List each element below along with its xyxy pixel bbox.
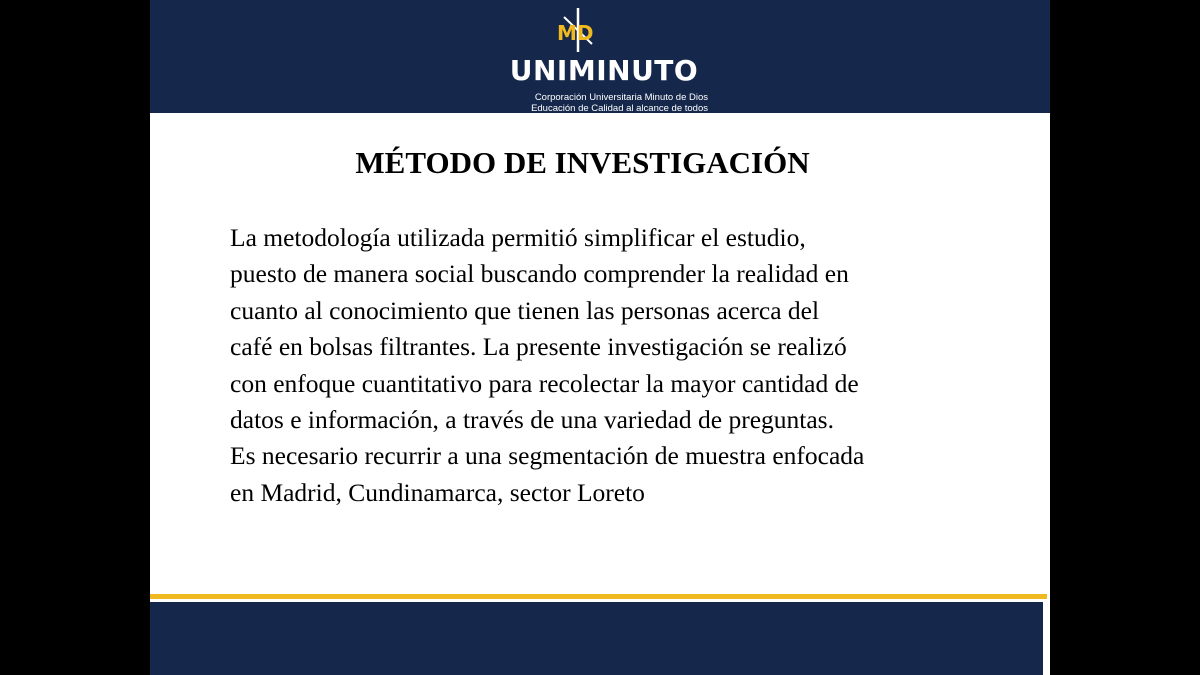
footer-band: [150, 602, 1043, 675]
logo-mark-text: MD: [557, 21, 594, 45]
slide-title: MÉTODO DE INVESTIGACIÓN: [355, 145, 810, 180]
slide: [150, 0, 1050, 675]
uniminuto-logo: [500, 6, 710, 114]
slide-body-text: La metodología utilizada permitió simplificar el estudio, puesto de manera social buscando comprender la realidad en cuanto al conocimiento que tienen las personas acerca del café en bolsas filtrantes. La presente investigación se realizó con enfoque cuantitativo para recolectar la mayor cantidad de datos e información, a través de una variedad de preguntas. Es necesario recurrir a una segmentación de muestra enfocada en Madrid, Cundinamarca, sector Loreto: [230, 223, 865, 507]
header-band: [150, 0, 1050, 113]
logo-subtitle-line2: Educación de Calidad al alcance de todos: [531, 103, 708, 114]
logo-subtitle-line1: Corporación Universitaria Minuto de Dios: [534, 92, 708, 103]
logo-mark-icon: [552, 8, 602, 54]
logo-name: UNIMINUTO: [509, 54, 699, 87]
gold-divider: [150, 594, 1047, 599]
